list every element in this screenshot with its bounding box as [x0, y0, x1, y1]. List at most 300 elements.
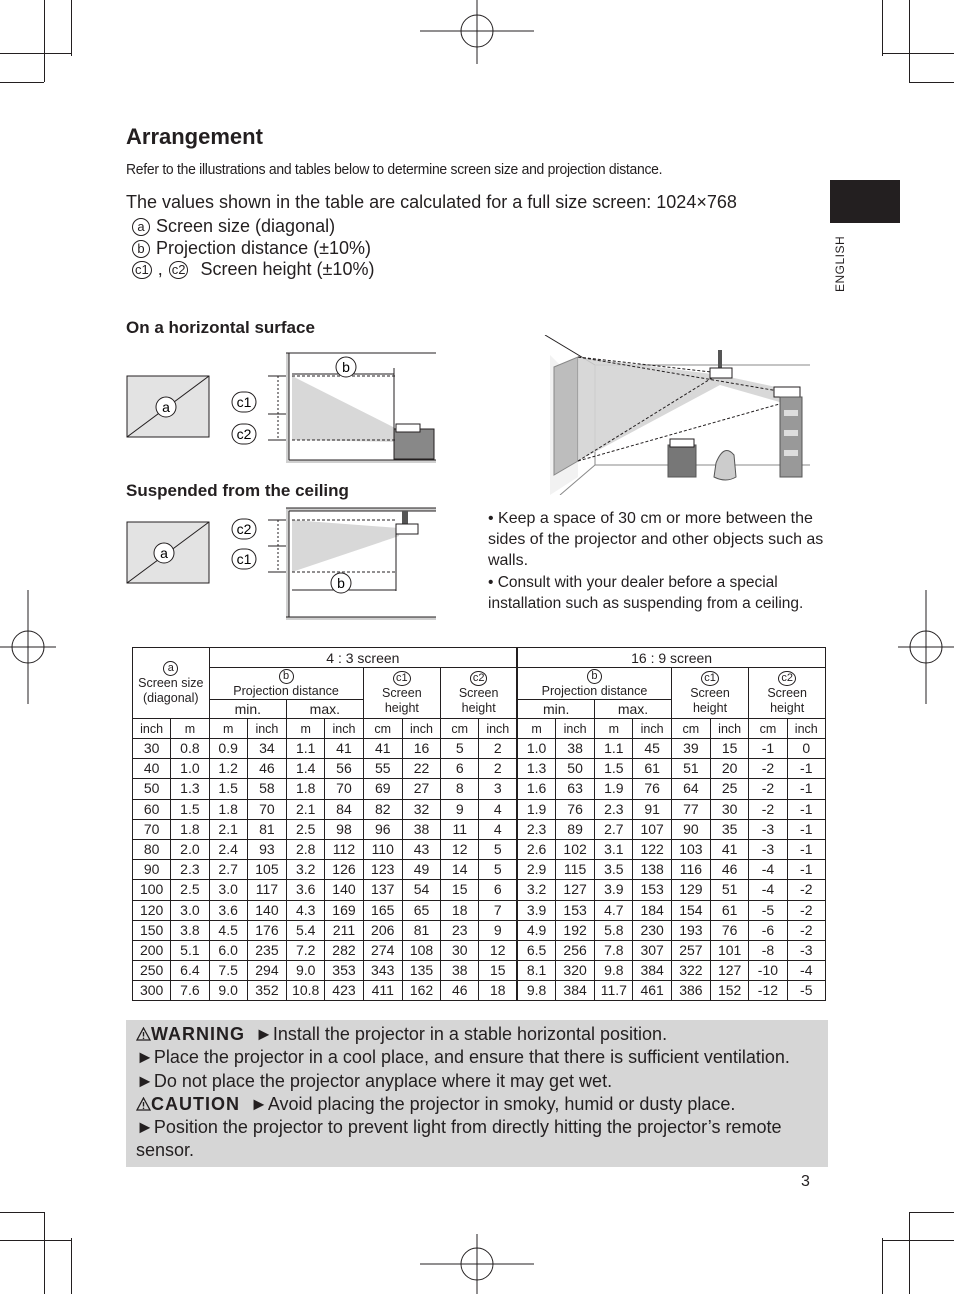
table-cell: 193: [671, 920, 710, 940]
table-cell: 90: [133, 860, 171, 880]
table-cell: 90: [671, 819, 710, 839]
registration-mark-top: [420, 0, 534, 64]
table-cell: 38: [441, 961, 479, 981]
table-cell: 43: [402, 839, 440, 859]
table-cell: 46: [711, 860, 749, 880]
table-cell: -1: [787, 860, 825, 880]
table-cell: 63: [555, 779, 594, 799]
legend-projection-distance: [132, 238, 371, 259]
header-c1-43: c1 Screen height: [363, 668, 441, 719]
horizontal-heading: On a horizontal surface: [126, 318, 315, 337]
page-title: Arrangement: [126, 124, 263, 149]
table-cell: 10.8: [287, 981, 325, 1001]
caution-text: Avoid placing the projector in smoky, humid or dusty place.: [267, 1093, 736, 1114]
unit-header: inch: [633, 719, 671, 739]
table-cell: -8: [749, 940, 787, 960]
table-cell: 3.9: [517, 900, 555, 920]
table-cell: 140: [325, 880, 363, 900]
table-cell: 5: [441, 739, 479, 759]
table-cell: 46: [247, 759, 286, 779]
table-cell: 3.9: [595, 880, 633, 900]
table-cell: 0: [787, 739, 825, 759]
unit-header: inch: [711, 719, 749, 739]
table-cell: 64: [671, 779, 710, 799]
table-cell: 230: [633, 920, 671, 940]
table-cell: 235: [247, 940, 286, 960]
table-cell: 153: [633, 880, 671, 900]
table-cell: 112: [325, 839, 363, 859]
table-cell: 153: [555, 900, 594, 920]
table-cell: 15: [479, 961, 517, 981]
table-cell: 154: [671, 900, 710, 920]
table-cell: 1.1: [287, 739, 325, 759]
header-c2-43: c2 Screen height: [441, 668, 518, 719]
note-dealer: • Consult with your dealer before a special installation such as suspending from a ceiling.: [488, 574, 804, 612]
table-cell: 70: [325, 779, 363, 799]
table-cell: 7.8: [595, 940, 633, 960]
table-cell: 353: [325, 961, 363, 981]
table-cell: 3.2: [517, 880, 555, 900]
table-cell: 1.1: [595, 739, 633, 759]
table-cell: 2: [479, 759, 517, 779]
table-cell: 12: [479, 940, 517, 960]
warning-line-3: ►Do not place the projector anyplace where it may get wet.: [136, 1070, 613, 1091]
header-c2-169: c2 Screen height: [749, 668, 826, 719]
table-body: [133, 739, 826, 1001]
table-cell: 2.5: [171, 880, 209, 900]
table-cell: 108: [402, 940, 440, 960]
table-cell: 27: [402, 779, 440, 799]
table-cell: -1: [787, 759, 825, 779]
table-cell: 18: [479, 981, 517, 1001]
table-cell: 256: [555, 940, 594, 960]
page-number: 3: [801, 1173, 810, 1190]
table-cell: 461: [633, 981, 671, 1001]
table-cell: 3.2: [287, 860, 325, 880]
table-cell: 192: [555, 920, 594, 940]
table-cell: -4: [749, 860, 787, 880]
header-4-3: 4 : 3 screen: [209, 648, 517, 668]
table-cell: 162: [402, 981, 440, 1001]
table-cell: -5: [749, 900, 787, 920]
table-cell: 1.5: [171, 799, 209, 819]
table-row: [133, 759, 826, 779]
table-cell: 3.1: [595, 839, 633, 859]
table-cell: 32: [402, 799, 440, 819]
table-cell: 41: [711, 839, 749, 859]
table-cell: 22: [402, 759, 440, 779]
unit-header: m: [209, 719, 247, 739]
table-cell: 101: [711, 940, 749, 960]
table-cell: 384: [633, 961, 671, 981]
label-a-ceiling: a: [160, 545, 168, 561]
table-cell: 6.5: [517, 940, 555, 960]
legend-label: Projection distance (±10%): [156, 238, 371, 258]
warning-line-1: WARNING ►Install the projector in a stable horizontal position.: [136, 1023, 822, 1046]
table-cell: 2.8: [287, 839, 325, 859]
header-proj-43: b Projection distance: [209, 668, 363, 700]
table-cell: 38: [555, 739, 594, 759]
header-16-9: 16 : 9 screen: [517, 648, 825, 668]
table-cell: -2: [787, 920, 825, 940]
table-row: [133, 920, 826, 940]
table-cell: 50: [133, 779, 171, 799]
unit-header: cm: [671, 719, 710, 739]
note-spacing: • Keep a space of 30 cm or more between the sides of the projector and other objects such as walls.: [488, 510, 824, 569]
table-cell: 103: [671, 839, 710, 859]
table-cell: -1: [749, 739, 787, 759]
table-cell: 116: [671, 860, 710, 880]
caution-line: CAUTION ►Avoid placing the projector in smoky, humid or dusty place.: [136, 1093, 822, 1116]
table-cell: 16: [402, 739, 440, 759]
table-cell: 98: [325, 819, 363, 839]
table-cell: 152: [711, 981, 749, 1001]
table-cell: 250: [133, 961, 171, 981]
table-cell: 7.6: [171, 981, 209, 1001]
table-cell: -3: [787, 940, 825, 960]
table-cell: 4: [479, 819, 517, 839]
table-cell: 1.0: [517, 739, 555, 759]
mark-c2: c2: [169, 261, 189, 279]
table-cell: 3.6: [209, 900, 247, 920]
unit-header: cm: [749, 719, 787, 739]
legend-label: Screen height (±10%): [200, 259, 375, 279]
table-cell: 115: [555, 860, 594, 880]
table-row: [133, 940, 826, 960]
table-cell: 3.6: [287, 880, 325, 900]
table-cell: -1: [787, 819, 825, 839]
table-cell: 30: [441, 940, 479, 960]
table-cell: 41: [325, 739, 363, 759]
table-cell: 11.7: [595, 981, 633, 1001]
table-cell: 126: [325, 860, 363, 880]
table-cell: 40: [133, 759, 171, 779]
table-cell: 61: [633, 759, 671, 779]
values-note: The values shown in the table are calculated for a full size screen: 1024×768: [126, 192, 737, 212]
table-cell: 2.3: [171, 860, 209, 880]
table-cell: 307: [633, 940, 671, 960]
table-cell: 51: [671, 759, 710, 779]
table-cell: 122: [633, 839, 671, 859]
table-row: [133, 961, 826, 981]
table-cell: 7.5: [209, 961, 247, 981]
unit-header: cm: [441, 719, 479, 739]
warning-label: WARNING: [151, 1024, 245, 1044]
table-cell: 38: [402, 819, 440, 839]
table-cell: -6: [749, 920, 787, 940]
table-cell: 9.8: [517, 981, 555, 1001]
table-cell: 3: [479, 779, 517, 799]
projection-distance-table: [132, 647, 826, 1001]
table-cell: 138: [633, 860, 671, 880]
header-screen-size: a Screen size (diagonal): [133, 648, 210, 719]
mark-b: b: [132, 240, 150, 258]
table-cell: 60: [133, 799, 171, 819]
table-cell: 200: [133, 940, 171, 960]
label-c1: c1: [236, 394, 252, 410]
table-cell: 423: [325, 981, 363, 1001]
table-cell: 89: [555, 819, 594, 839]
table-cell: 274: [363, 940, 402, 960]
label-c2: c2: [236, 426, 252, 442]
table-cell: 18: [441, 900, 479, 920]
table-cell: -2: [749, 799, 787, 819]
table-cell: 140: [247, 900, 286, 920]
caution-triangle-icon: [136, 1097, 151, 1111]
unit-header: inch: [247, 719, 286, 739]
table-row: [133, 819, 826, 839]
unit-header: inch: [325, 719, 363, 739]
table-cell: 7: [479, 900, 517, 920]
table-cell: 2.3: [595, 799, 633, 819]
table-cell: 3.0: [209, 880, 247, 900]
table-cell: 123: [363, 860, 402, 880]
table-cell: 9: [441, 799, 479, 819]
table-cell: 105: [247, 860, 286, 880]
table-cell: 2.1: [209, 819, 247, 839]
table-cell: 76: [711, 920, 749, 940]
caution-label: CAUTION: [151, 1093, 240, 1114]
table-cell: 129: [671, 880, 710, 900]
table-cell: -1: [787, 779, 825, 799]
unit-header: inch: [555, 719, 594, 739]
table-row: [133, 860, 826, 880]
table-cell: 2.0: [171, 839, 209, 859]
table-cell: 41: [363, 739, 402, 759]
table-cell: 5: [479, 860, 517, 880]
table-cell: 1.9: [595, 779, 633, 799]
header-c1-169: c1 Screen height: [671, 668, 749, 719]
label-c2-ceiling: c2: [236, 521, 252, 537]
table-cell: 9.0: [209, 981, 247, 1001]
table-cell: 1.4: [287, 759, 325, 779]
table-cell: 81: [402, 920, 440, 940]
table-cell: 127: [711, 961, 749, 981]
table-cell: -4: [749, 880, 787, 900]
table-cell: 25: [711, 779, 749, 799]
table-cell: 4: [479, 799, 517, 819]
table-cell: 169: [325, 900, 363, 920]
table-cell: 3.8: [171, 920, 209, 940]
table-cell: 4.5: [209, 920, 247, 940]
header-proj-169: b Projection distance: [517, 668, 671, 700]
table-cell: 102: [555, 839, 594, 859]
table-cell: 1.5: [595, 759, 633, 779]
ceiling-diagram: [126, 506, 436, 622]
table-cell: 15: [711, 739, 749, 759]
table-cell: 55: [363, 759, 402, 779]
table-cell: 50: [555, 759, 594, 779]
unit-header: inch: [133, 719, 171, 739]
table-cell: 20: [711, 759, 749, 779]
table-cell: -1: [787, 799, 825, 819]
table-cell: 1.0: [171, 759, 209, 779]
table-cell: 23: [441, 920, 479, 940]
table-cell: 5.1: [171, 940, 209, 960]
table-cell: -10: [749, 961, 787, 981]
table-cell: 120: [133, 900, 171, 920]
table-cell: 30: [711, 799, 749, 819]
table-cell: 7.2: [287, 940, 325, 960]
table-cell: 5.4: [287, 920, 325, 940]
table-cell: 14: [441, 860, 479, 880]
table-cell: -2: [787, 900, 825, 920]
label-b: b: [342, 359, 350, 375]
table-cell: 117: [247, 880, 286, 900]
table-row: [133, 739, 826, 759]
table-cell: 91: [633, 799, 671, 819]
table-cell: 386: [671, 981, 710, 1001]
table-cell: -2: [749, 779, 787, 799]
table-cell: 12: [441, 839, 479, 859]
table-cell: 384: [555, 981, 594, 1001]
table-cell: 1.6: [517, 779, 555, 799]
unit-header: inch: [402, 719, 440, 739]
registration-mark-left: [0, 590, 56, 704]
table-cell: 1.8: [171, 819, 209, 839]
table-cell: 6.4: [171, 961, 209, 981]
table-cell: 6: [441, 759, 479, 779]
table-cell: 2.4: [209, 839, 247, 859]
table-row: [133, 839, 826, 859]
registration-mark-right: [898, 590, 954, 704]
table-cell: 4.3: [287, 900, 325, 920]
table-cell: 1.8: [287, 779, 325, 799]
table-cell: 35: [711, 819, 749, 839]
table-row: [133, 981, 826, 1001]
table-cell: 4.9: [517, 920, 555, 940]
table-cell: -12: [749, 981, 787, 1001]
mark-a: a: [132, 218, 150, 236]
unit-header: inch: [479, 719, 517, 739]
room-illustration: [540, 335, 830, 495]
table-cell: 6: [479, 880, 517, 900]
table-cell: 81: [247, 819, 286, 839]
table-cell: 46: [441, 981, 479, 1001]
table-cell: 11: [441, 819, 479, 839]
table-cell: 9.8: [595, 961, 633, 981]
table-cell: 54: [402, 880, 440, 900]
language-tab: [830, 180, 900, 223]
table-cell: 3.5: [595, 860, 633, 880]
table-cell: 1.8: [209, 799, 247, 819]
table-cell: 352: [247, 981, 286, 1001]
table-row: [133, 799, 826, 819]
warning-line-2: ►Place the projector in a cool place, and ensure that there is sufficient ventilation.: [136, 1047, 790, 1068]
table-cell: 8.1: [517, 961, 555, 981]
table-cell: 56: [325, 759, 363, 779]
table-cell: 76: [555, 799, 594, 819]
table-cell: -5: [787, 981, 825, 1001]
unit-header: m: [595, 719, 633, 739]
table-cell: 107: [633, 819, 671, 839]
table-row: [133, 880, 826, 900]
table-cell: 51: [711, 880, 749, 900]
table-cell: 320: [555, 961, 594, 981]
table-cell: 30: [133, 739, 171, 759]
table-row: [133, 779, 826, 799]
table-cell: 294: [247, 961, 286, 981]
table-cell: -3: [749, 819, 787, 839]
table-cell: 211: [325, 920, 363, 940]
table-cell: 2.6: [517, 839, 555, 859]
table-cell: 127: [555, 880, 594, 900]
registration-mark-bottom: [420, 1234, 534, 1294]
table-cell: 322: [671, 961, 710, 981]
table-cell: 150: [133, 920, 171, 940]
table-cell: 300: [133, 981, 171, 1001]
horizontal-diagram: [126, 350, 436, 466]
table-cell: 65: [402, 900, 440, 920]
table-cell: 69: [363, 779, 402, 799]
header-max-43: max.: [287, 700, 364, 719]
unit-header: inch: [787, 719, 825, 739]
table-cell: 61: [711, 900, 749, 920]
unit-header: m: [287, 719, 325, 739]
language-label: ENGLISH: [833, 235, 847, 292]
table-cell: -4: [787, 961, 825, 981]
table-row: [133, 900, 826, 920]
table-cell: 34: [247, 739, 286, 759]
table-cell: 1.3: [171, 779, 209, 799]
table-cell: 77: [671, 799, 710, 819]
table-cell: -3: [749, 839, 787, 859]
table-cell: 184: [633, 900, 671, 920]
unit-header: m: [171, 719, 209, 739]
table-cell: 49: [402, 860, 440, 880]
legend-screen-height: c1 , c2 Screen height (±10%): [132, 259, 374, 280]
warning-triangle-icon: [136, 1027, 151, 1041]
header-min-169: min.: [517, 700, 595, 719]
table-cell: 343: [363, 961, 402, 981]
table-cell: 9: [479, 920, 517, 940]
table-cell: 2.7: [209, 860, 247, 880]
table-cell: 2.3: [517, 819, 555, 839]
label-c1-ceiling: c1: [236, 551, 252, 567]
warning-box: [126, 1020, 828, 1167]
table-cell: 282: [325, 940, 363, 960]
header-min-43: min.: [209, 700, 287, 719]
table-cell: 8: [441, 779, 479, 799]
unit-header: m: [517, 719, 555, 739]
label-b-ceiling: b: [337, 575, 345, 591]
table-cell: 4.7: [595, 900, 633, 920]
table-cell: -2: [787, 880, 825, 900]
table-cell: 39: [671, 739, 710, 759]
table-cell: 82: [363, 799, 402, 819]
table-cell: 5.8: [595, 920, 633, 940]
warning-text-1: Install the projector in a stable horizontal position.: [272, 1024, 668, 1044]
table-cell: 137: [363, 880, 402, 900]
table-cell: 45: [633, 739, 671, 759]
legend-label: Screen size (diagonal): [156, 216, 336, 236]
table-cell: 257: [671, 940, 710, 960]
table-cell: 76: [633, 779, 671, 799]
header-max-169: max.: [595, 700, 672, 719]
table-cell: 80: [133, 839, 171, 859]
table-cell: 110: [363, 839, 402, 859]
table-cell: 1.9: [517, 799, 555, 819]
table-cell: 100: [133, 880, 171, 900]
intro-text: Refer to the illustrations and tables below to determine screen size and projection distance.: [126, 161, 663, 178]
ceiling-heading: Suspended from the ceiling: [126, 481, 349, 500]
table-cell: 3.0: [171, 900, 209, 920]
table-cell: 165: [363, 900, 402, 920]
unit-header: cm: [363, 719, 402, 739]
table-cell: -1: [787, 839, 825, 859]
table-cell: 1.5: [209, 779, 247, 799]
table-cell: 0.8: [171, 739, 209, 759]
